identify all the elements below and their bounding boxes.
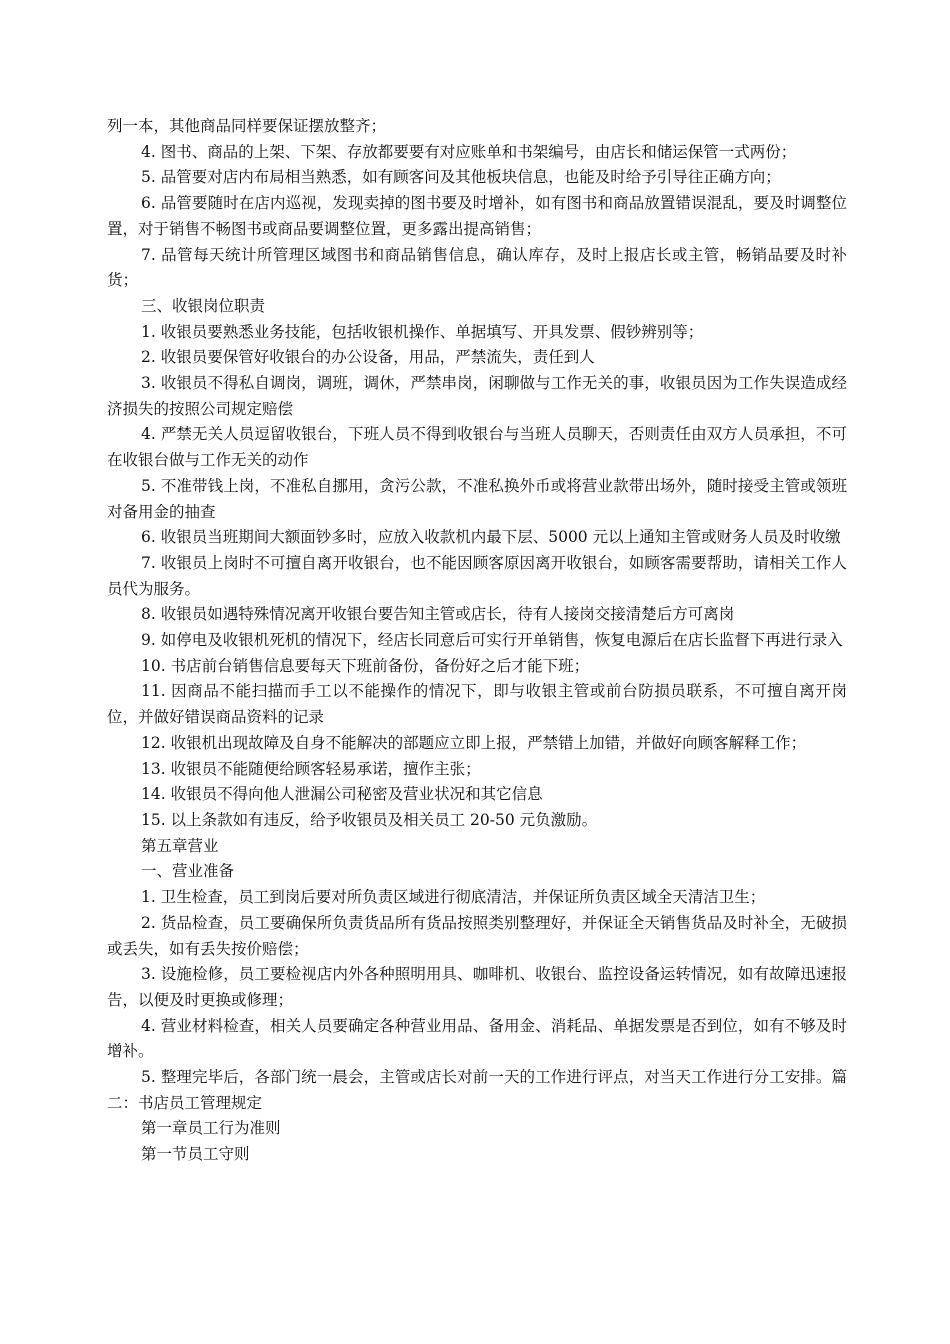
paragraph: 2. 货品检查，员工要确保所负责货品所有货品按照类别整理好，并保证全天销售货品及时补全，无破损或丢失，如有丢失按价赔偿； (107, 913, 847, 958)
paragraph: 5. 品管要对店内布局相当熟悉，如有顾客问及其他板块信息，也能及时给予引导往正确方向； (141, 168, 781, 187)
paragraph: 3. 设施检修，员工要检视店内外各种照明用具、咖啡机、收银台、监控设备运转情况，如有故障迅速报告，以便及时更换或修理； (107, 965, 847, 1009)
section-heading: 第一节员工守则 (141, 1145, 250, 1164)
paragraph: 6. 品管要随时在店内巡视，发现卖掉的图书要及时增补，如有图书和商品放置错误混乱，要及时调整位置，对于销售不畅图书或商品要调整位置，更多露出提高销售； (107, 194, 847, 238)
paragraph: 7. 收银员上岗时不可擅自离开收银台，也不能因顾客原因离开收银台，如顾客需要帮助，请相关工作人员代为服务。 (107, 553, 847, 598)
paragraph: 8. 收银员如遇特殊情况离开收银台要告知主管或店长，待有人接岗交接清楚后方可离岗 (141, 605, 735, 624)
paragraph: 5. 整理完毕后，各部门统一晨会，主管或店长对前一天的工作进行评点，对当天工作进行分工安排。篇二：书店员工管理规定 (107, 1068, 847, 1112)
paragraph: 13. 收银员不能随便给顾客轻易承诺，擅作主张； (141, 759, 481, 778)
paragraph: 4. 图书、商品的上架、下架、存放都要要有对应账单和书架编号，由店长和储运保管一式两份； (141, 142, 797, 161)
paragraph: 15. 以上条款如有违反，给予收银员及相关员工 20-50 元负激励。 (141, 810, 598, 829)
paragraph: 6. 收银员当班期间大额面钞多时，应放入收款机内最下层、5000 元以上通知主管或财务人员及时收缴 (141, 528, 841, 547)
paragraph: 12. 收银机出现故障及自身不能解决的部题应立即上报，严禁错上加错，并做好向顾客解释工作； (141, 733, 807, 752)
section-heading: 一、营业准备 (141, 862, 235, 881)
paragraph: 列一本，其他商品同样要保证摆放整齐； (107, 117, 387, 135)
paragraph: 3. 收银员不得私自调岗，调班，调休，严禁串岗，闲聊做与工作无关的事，收银员因为工作失误造成经济损失的按照公司规定赔偿 (107, 374, 847, 418)
paragraph: 9. 如停电及收银机死机的情况下，经店长同意后可实行开单销售，恢复电源后在店长监督下再进行录入 (141, 631, 843, 650)
document-body (107, 114, 847, 1168)
paragraph: 5. 不准带钱上岗，不准私自挪用，贪污公款，不准私换外币或将营业款带出场外，随时接受主管或领班对备用金的抽查 (107, 476, 847, 521)
paragraph: 10. 书店前台销售信息要每天下班前备份，备份好之后才能下班； (141, 656, 590, 675)
paragraph: 1. 卫生检查，员工到岗后要对所负责区域进行彻底清洁，并保证所负责区域全天清洁卫生； (141, 888, 766, 907)
chapter-heading: 第五章营业 (141, 836, 219, 855)
section-heading: 三、收银岗位职责 (141, 296, 266, 315)
paragraph: 14. 收银员不得向他人泄漏公司秘密及营业状况和其它信息 (141, 785, 543, 804)
paragraph: 4. 营业材料检查，相关人员要确定各种营业用品、备用金、消耗品、单据发票是否到位，如有不够及时增补。 (107, 1016, 847, 1061)
chapter-heading: 第一章员工行为准则 (141, 1119, 281, 1138)
paragraph: 7. 品管每天统计所管理区域图书和商品销售信息，确认库存，及时上报店长或主管，畅销品要及时补货； (107, 245, 847, 290)
paragraph: 4. 严禁无关人员逗留收银台，下班人员不得到收银台与当班人员聊天，否则责任由双方人员承担，不可在收银台做与工作无关的动作 (107, 425, 847, 470)
paragraph: 11. 因商品不能扫描而手工以不能操作的情况下，即与收银主管或前台防损员联系，不可擅自离开岗位，并做好错误商品资料的记录 (107, 682, 847, 727)
paragraph: 2. 收银员要保管好收银台的办公设备，用品，严禁流失，责任到人 (141, 348, 595, 367)
paragraph: 1. 收银员要熟悉业务技能，包括收银机操作、单据填写、开具发票、假钞辨别等； (141, 322, 704, 341)
